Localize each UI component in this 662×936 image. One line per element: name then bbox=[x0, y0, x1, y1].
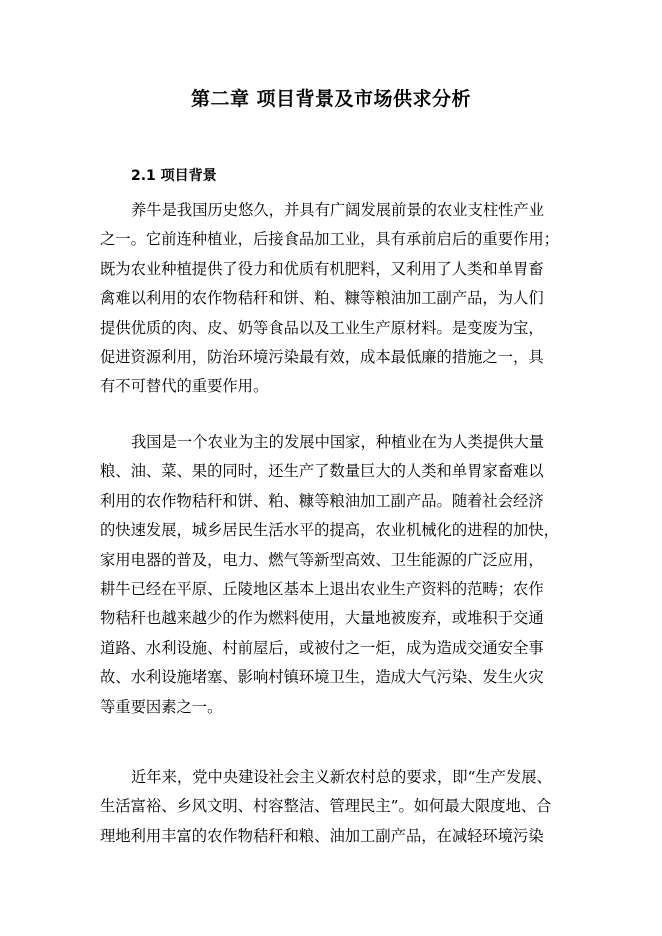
paragraph-line: 家用电器的普及，电力、燃气等新型高效、卫生能源的广泛应用， bbox=[100, 550, 544, 569]
paragraph-line: 我国是一个农业为主的发展中国家，种植业在为人类提供大量 bbox=[131, 433, 545, 451]
paragraph-line: 之一。它前连种植业，后接食品加工业，具有承前启后的重要作用； bbox=[100, 230, 559, 249]
paragraph-line: 等重要因素之一。 bbox=[100, 697, 223, 716]
paragraph-line: 促进资源利用，防治环境污染最有效，成本最低廉的措施之一，具 bbox=[100, 347, 544, 366]
section-heading: 2.1 项目背景 bbox=[131, 168, 217, 184]
paragraph-line: 的快速发展，城乡居民生活水平的提高，农业机械化的进程的加快， bbox=[100, 521, 559, 540]
paragraph-1 bbox=[100, 196, 566, 402]
paragraph-line: 养牛是我国历史悠久，并具有广阔发展前景的农业支柱性产业 bbox=[131, 201, 545, 219]
paragraph-line: 道路、水利设施、村前屋后，或被付之一炬，成为造成交通安全事 bbox=[100, 638, 544, 657]
paragraph-3 bbox=[100, 763, 566, 851]
paragraph-line: 物秸秆也越来越少的作为燃料使用，大量地被废弃，或堆积于交通 bbox=[100, 609, 544, 628]
paragraph-line: 提供优质的肉、皮、奶等食品以及工业生产原材料。是变废为宝， bbox=[100, 318, 544, 337]
paragraph-line: 禽难以利用的农作物秸秆和饼、粕、糠等粮油加工副产品，为人们 bbox=[100, 289, 544, 308]
paragraph-line: 生活富裕、乡风文明、村容整洁、管理民主”。如何最大限度地、合 bbox=[100, 797, 552, 816]
paragraph-line: 故、水利设施堵塞、影响村镇环境卫生，造成大气污染、发生火灾 bbox=[100, 668, 544, 687]
paragraph-line: 耕牛已经在平原、丘陵地区基本上退出农业生产资料的范畴；农作 bbox=[100, 579, 544, 598]
paragraph-line: 粮、油、菜、果的同时，还生产了数量巨大的人类和单胃家畜难以 bbox=[100, 462, 544, 481]
paragraph-line: 理地利用丰富的农作物秸秆和粮、油加工副产品，在减轻环境污染 bbox=[100, 826, 544, 845]
paragraph-line: 近年来，党中央建设社会主义新农村总的要求，即“生产发展、 bbox=[131, 768, 552, 786]
paragraph-2 bbox=[100, 428, 566, 722]
chapter-title: 第二章 项目背景及市场供求分析 bbox=[190, 88, 472, 110]
paragraph-line: 利用的农作物秸秆和饼、粕、糠等粮油加工副产品。随着社会经济 bbox=[100, 491, 544, 510]
paragraph-line: 有不可替代的重要作用。 bbox=[100, 377, 269, 396]
paragraph-line: 既为农业种植提供了役力和优质有机肥料，又利用了人类和单胃畜 bbox=[100, 259, 544, 278]
